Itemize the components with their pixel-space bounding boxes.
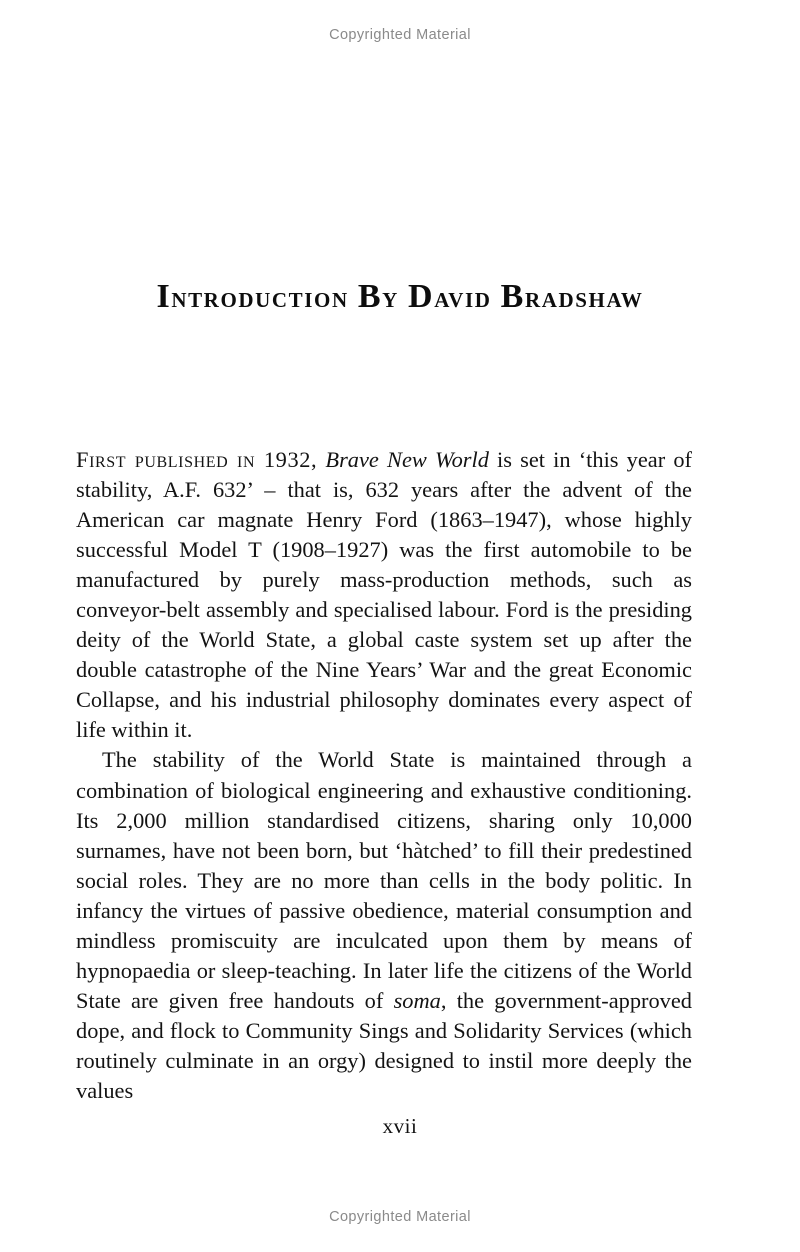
title-word-introduction: ntroduction: [171, 281, 349, 315]
title-initial-b2: B: [500, 278, 525, 316]
title-initial-i: I: [156, 278, 172, 316]
title-initial-b: B: [357, 278, 383, 316]
page-title: [0, 278, 800, 316]
body-text-block: [76, 445, 692, 1106]
soma-italic: soma: [393, 987, 441, 1013]
book-title-italic: Brave New World: [325, 447, 489, 472]
copyright-watermark-bottom: Copyrighted Material: [329, 1209, 471, 1225]
page-number: xvii: [382, 1114, 418, 1138]
paragraph-1-smallcaps-rest: irst published in 1932,: [89, 447, 318, 472]
paragraph-1-remainder: is set in ‘this year of stability, A.F. 632’ – that is, 632 years after the advent of the American car magnate Henry Ford (1863–1947), whose highly successful Model T (1908–1927) was the first automobile to be manufactured by purely mass-production methods, such as conveyor-belt assembly and specialised labour. Ford is the presiding deity of the World State, a global caste system set up after the double catastrophe of the Nine Years’ War and the great Economic Collapse, and his industrial philosophy dominates every aspect of life within it.: [76, 447, 692, 743]
title-space-1: [349, 281, 358, 314]
title-initial-d: D: [408, 278, 435, 316]
paragraph-1-drop-initial: F: [76, 447, 90, 472]
title-word-david: avid: [434, 281, 492, 315]
copyright-watermark-top: Copyrighted Material: [329, 27, 471, 43]
paragraph-2-part-2: , the government-approved dope, and flock to Community Sings and Solidarity Services (which routinely culminate in an orgy) designed to instil more deeply the values: [76, 987, 692, 1103]
title-space-2: [399, 281, 408, 314]
title-space-3: [492, 281, 501, 314]
paragraph-1-opening-smallcaps: [76, 447, 317, 472]
paragraph-2-part-1: The stability of the World State is maintained through a combination of biological engineering and exhaustive conditioning. Its 2,000 million standardised citizens, sharing only 10,000 surnames, have not been born, but ‘hàtched’ to fill their predestined social roles. They are no more than cells in the body politic. In infancy the virtues of passive obedience, material consumption and mindless promiscuity are inculcated upon them by means of hypnopaedia or sleep-teaching. In later life the citizens of the World State are given free handouts of: [76, 747, 692, 1013]
title-word-bradshaw: radshaw: [524, 281, 644, 315]
paragraph-2: [76, 745, 692, 1106]
paragraph-1: [76, 445, 692, 745]
title-word-by: y: [382, 281, 399, 315]
